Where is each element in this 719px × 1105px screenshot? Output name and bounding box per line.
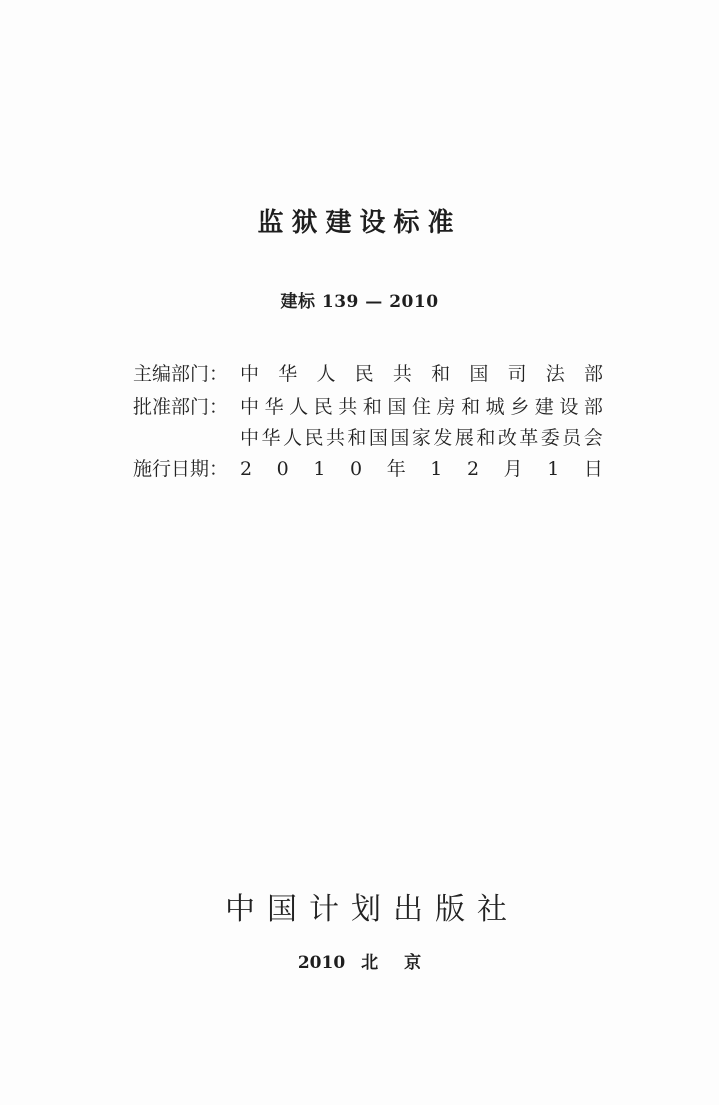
imprint-city-second: 京 xyxy=(404,953,422,973)
imprint-city-first: 北 xyxy=(361,953,379,973)
editor-value: 中 华 人 民 共 和 国 司 法 部 xyxy=(240,363,603,385)
imprint-year: 2010 xyxy=(297,953,346,973)
imprint-line xyxy=(0,948,719,973)
date-row xyxy=(133,456,603,482)
date-value: 2 0 1 0 年 1 2 月 1 日 xyxy=(240,458,603,480)
approver-label: 批准部门： xyxy=(133,396,229,418)
date-label: 施行日期： xyxy=(133,458,229,480)
approver-value-2: 中 华 人 民 共 和 国 国 家 发 展 和 改 革 委 员 会 xyxy=(240,427,603,449)
editor-label: 主编部门： xyxy=(133,363,229,385)
document-title: 监狱建设标准 xyxy=(257,208,462,238)
approver-row xyxy=(133,394,603,420)
standard-code: 建标 139 — 2010 xyxy=(280,292,439,312)
approver-value-1: 中 华 人 民 共 和 国 住 房 和 城 乡 建 设 部 xyxy=(240,396,603,418)
approver-row-2 xyxy=(133,425,603,451)
publisher-name: 中 国 计 划 出 版 社 xyxy=(225,892,507,927)
editor-row xyxy=(133,361,603,387)
